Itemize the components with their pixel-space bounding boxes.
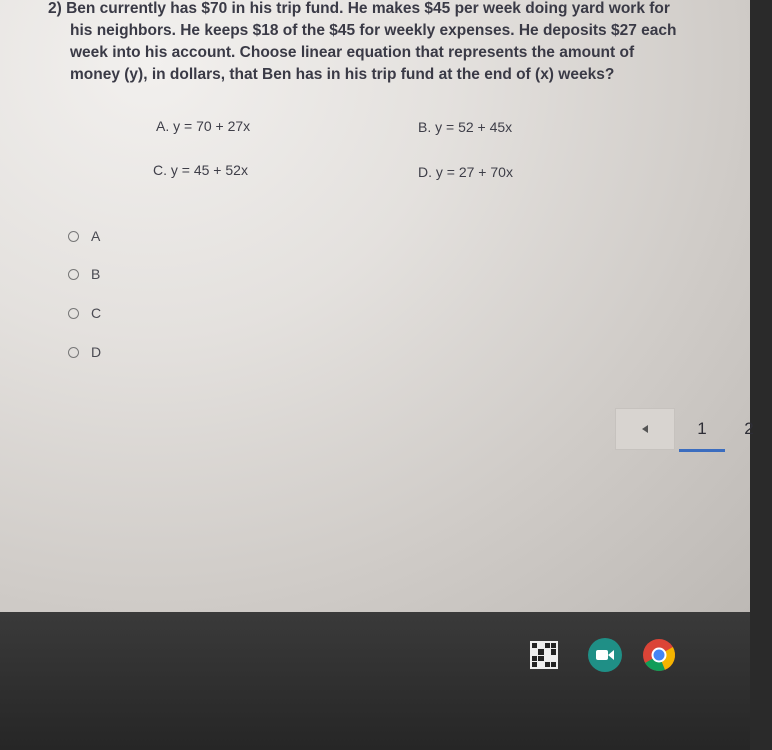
option-b-label: B xyxy=(91,266,101,282)
left-triangle-icon xyxy=(642,425,648,433)
qr-code-icon[interactable] xyxy=(530,641,558,669)
choice-a-text: A. y = 70 + 27x xyxy=(156,118,251,134)
option-a[interactable] xyxy=(68,226,100,246)
radio-a[interactable] xyxy=(68,231,79,242)
taskbar xyxy=(0,612,750,750)
previous-page-button[interactable] xyxy=(615,408,675,450)
choice-c-text: C. y = 45 + 52x xyxy=(153,162,248,178)
chrome-glyph xyxy=(642,638,676,672)
option-c[interactable] xyxy=(68,303,101,323)
chrome-icon[interactable] xyxy=(642,638,676,672)
radio-c[interactable] xyxy=(68,308,79,319)
question-text: 2) Ben currently has $70 in his trip fund. He makes $45 per week doing yard work for his neighbors. He keeps $18 of the $45 for weekly expenses. He deposits $27 each week into his account. Choose linear equation that represents the amount of money (y), in dollars, that Ben has in his trip fund at the end of (x) weeks? xyxy=(48,0,677,83)
radio-b[interactable] xyxy=(68,269,79,280)
current-page-indicator xyxy=(679,449,725,452)
option-b[interactable] xyxy=(68,264,100,284)
option-c-label: C xyxy=(91,305,102,321)
choice-b-text: B. y = 52 + 45x xyxy=(418,119,513,135)
option-a-label: A xyxy=(91,228,101,244)
radio-d[interactable] xyxy=(68,347,79,358)
page-1-button[interactable]: 1 xyxy=(697,419,707,438)
camera-glyph xyxy=(595,648,615,662)
choice-d-text: D. y = 27 + 70x xyxy=(418,164,513,180)
page-2-button[interactable]: 2 xyxy=(744,419,754,438)
option-d[interactable] xyxy=(68,342,101,362)
option-d-label: D xyxy=(91,344,102,360)
video-camera-icon[interactable] xyxy=(588,638,622,672)
